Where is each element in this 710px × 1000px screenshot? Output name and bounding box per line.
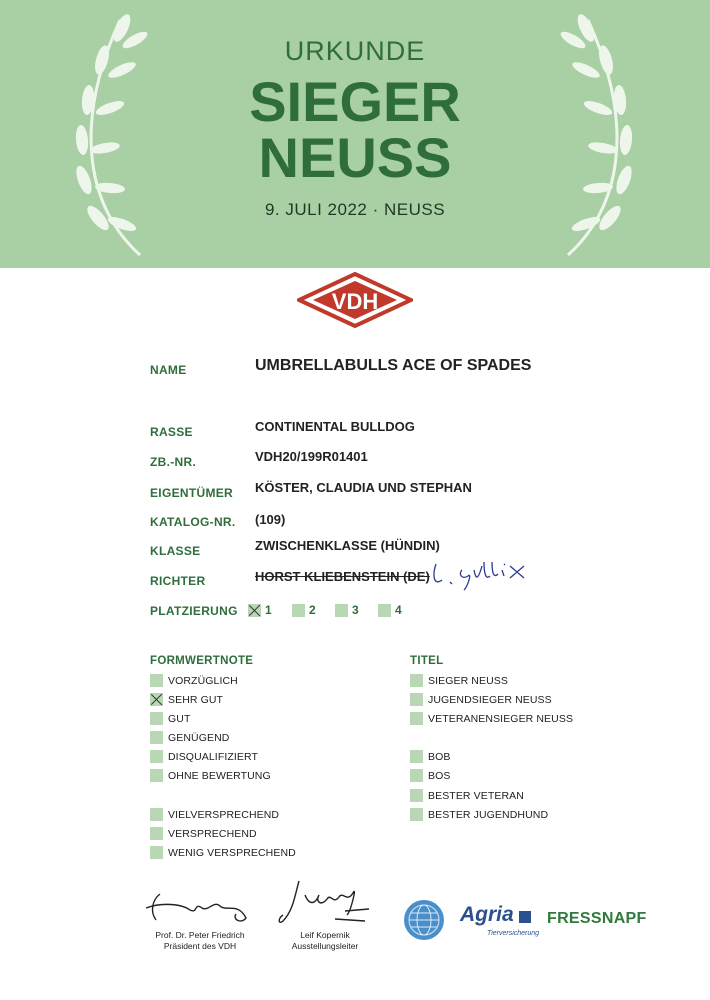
placement-4-checkbox[interactable] xyxy=(378,604,391,617)
titel-option-label: BESTER JUGENDHUND xyxy=(428,808,549,821)
event-date-place: 9. JULI 2022 · NEUSS xyxy=(264,200,446,219)
director-name: Leif Kopernik xyxy=(300,930,350,940)
formwert-option[interactable] xyxy=(150,731,229,744)
formwert-option[interactable] xyxy=(150,769,271,782)
judge-signature-icon xyxy=(428,556,538,592)
formwert-checkbox[interactable] xyxy=(150,769,163,782)
formwert-option[interactable] xyxy=(150,827,257,840)
titel-option[interactable] xyxy=(410,769,450,782)
president-name: Prof. Dr. Peter Friedrich xyxy=(155,930,245,940)
formwert-option[interactable] xyxy=(150,808,279,821)
titel-option-label: BOS xyxy=(428,769,451,782)
formwert-option-label: WENIG VERSPRECHEND xyxy=(168,846,296,859)
president-signature-icon xyxy=(142,890,252,926)
placement-3[interactable] xyxy=(335,603,359,617)
owner-label: EIGENTÜMER xyxy=(150,486,234,500)
studbook-value: VDH20/199R01401 xyxy=(255,449,368,464)
formwert-option-label: VORZÜGLICH xyxy=(168,674,238,687)
formwert-option[interactable] xyxy=(150,750,258,763)
placement-4-number: 4 xyxy=(395,603,402,617)
class-label: KLASSE xyxy=(150,544,201,558)
titel-checkbox[interactable] xyxy=(410,789,423,802)
catalog-value: (109) xyxy=(255,512,286,527)
placement-label: PLATZIERUNG xyxy=(150,604,238,618)
agria-mark-icon xyxy=(519,911,531,923)
title-line-1: SIEGER xyxy=(249,70,461,133)
formwert-checkbox[interactable] xyxy=(150,750,163,763)
titel-option[interactable] xyxy=(410,789,524,802)
placement-1[interactable] xyxy=(248,603,272,617)
owner-value: KÖSTER, CLAUDIA UND STEPHAN xyxy=(255,480,472,495)
president-role: Präsident des VDH xyxy=(163,941,237,951)
vdh-logo-icon xyxy=(297,272,413,328)
formwert-option[interactable] xyxy=(150,846,296,859)
judge-value: HORST KLIEBENSTEIN (DE) xyxy=(255,569,430,584)
placement-1-checkbox[interactable] xyxy=(248,604,261,617)
titel-checkbox[interactable] xyxy=(410,712,423,725)
titel-option-label: VETERANENSIEGER NEUSS xyxy=(428,712,574,725)
studbook-label: ZB.-NR. xyxy=(150,455,197,469)
vdh-logo-text: VDH xyxy=(331,289,379,314)
placement-3-checkbox[interactable] xyxy=(335,604,348,617)
titel-checkbox[interactable] xyxy=(410,674,423,687)
title-line-2: NEUSS xyxy=(258,126,452,189)
formwertnote-title: FORMWERTNOTE xyxy=(150,655,254,667)
formwert-option-label: DISQUALIFIZIERT xyxy=(168,750,258,763)
titel-option-label: BESTER VETERAN xyxy=(428,789,524,802)
formwert-option-label: SEHR GUT xyxy=(168,693,224,706)
placement-4[interactable] xyxy=(378,603,402,617)
titel-option[interactable] xyxy=(410,693,552,706)
agria-logo: Agria xyxy=(460,903,514,926)
titel-option[interactable] xyxy=(410,674,508,687)
formwert-option-label: GENÜGEND xyxy=(168,731,230,744)
titel-checkbox[interactable] xyxy=(410,808,423,821)
agria-subtitle: Tierversicherung xyxy=(487,930,540,937)
titel-checkbox[interactable] xyxy=(410,769,423,782)
placement-2-number: 2 xyxy=(309,603,316,617)
placement-2[interactable] xyxy=(292,603,316,617)
formwert-option-label: VERSPRECHEND xyxy=(168,827,257,840)
formwert-option-label: VIELVERSPRECHEND xyxy=(168,808,280,821)
titel-option[interactable] xyxy=(410,808,548,821)
formwert-option-label: OHNE BEWERTUNG xyxy=(168,769,271,782)
placement-1-number: 1 xyxy=(265,603,272,617)
class-value: ZWISCHENKLASSE (HÜNDIN) xyxy=(255,538,440,553)
titel-option-label: BOB xyxy=(428,750,451,763)
breed-label: RASSE xyxy=(150,425,193,439)
titel-option[interactable] xyxy=(410,750,450,763)
fci-logo-icon xyxy=(402,898,446,942)
titel-option-label: SIEGER NEUSS xyxy=(428,674,508,687)
certificate-label: URKUNDE xyxy=(284,36,426,66)
president-caption xyxy=(140,930,260,952)
formwert-option[interactable] xyxy=(150,712,190,725)
titel-option[interactable] xyxy=(410,712,573,725)
header-banner xyxy=(0,0,710,268)
director-caption xyxy=(270,930,380,952)
director-signature-icon xyxy=(275,875,375,931)
catalog-label: KATALOG-NR. xyxy=(150,515,236,529)
fressnapf-logo: FRESSNAPF xyxy=(547,910,647,927)
formwert-option[interactable] xyxy=(150,693,223,706)
titel-checkbox[interactable] xyxy=(410,693,423,706)
titel-option-label: JUGENDSIEGER NEUSS xyxy=(428,693,552,706)
formwert-checkbox[interactable] xyxy=(150,808,163,821)
judge-label: RICHTER xyxy=(150,574,206,588)
formwert-option[interactable] xyxy=(150,674,238,687)
formwert-checkbox[interactable] xyxy=(150,731,163,744)
name-value: UMBRELLABULLS ACE OF SPADES xyxy=(255,357,532,374)
breed-value: CONTINENTAL BULLDOG xyxy=(255,419,415,434)
formwert-checkbox[interactable] xyxy=(150,693,163,706)
formwert-checkbox[interactable] xyxy=(150,827,163,840)
titel-title: TITEL xyxy=(410,655,444,667)
formwert-checkbox[interactable] xyxy=(150,712,163,725)
formwert-checkbox[interactable] xyxy=(150,674,163,687)
name-label: NAME xyxy=(150,363,187,377)
placement-3-number: 3 xyxy=(352,603,359,617)
director-role: Ausstellungsleiter xyxy=(291,941,359,951)
titel-checkbox[interactable] xyxy=(410,750,423,763)
formwert-option-label: GUT xyxy=(168,712,191,725)
formwert-checkbox[interactable] xyxy=(150,846,163,859)
placement-2-checkbox[interactable] xyxy=(292,604,305,617)
